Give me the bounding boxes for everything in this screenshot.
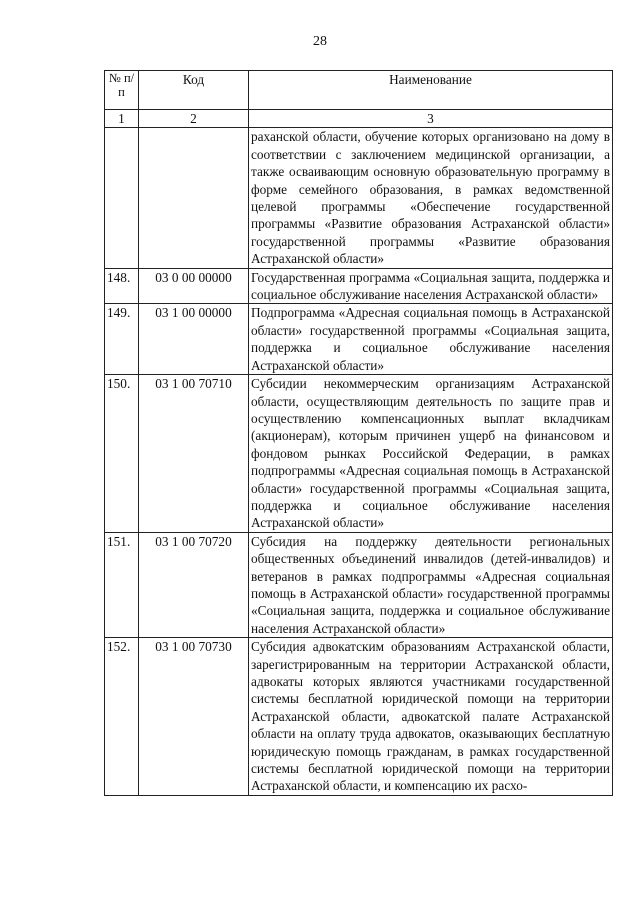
row-name: раханской области, обучение которых организовано на дому в соответствии с заключением медицинской организации, а также осваивающим основную образовательную программу в форме семейного образования, в рамках ведомственной целевой программы «Обеспечение государственной программы «Развитие образования Астраханской области» государственной программы «Развитие образования Астраханской области» — [249, 128, 613, 268]
classification-table — [104, 70, 613, 796]
header-num: № п/п — [105, 71, 139, 110]
table-row — [105, 532, 613, 637]
header-name: Наименование — [249, 71, 613, 110]
table-row — [105, 304, 613, 375]
row-name: Субсидия на поддержку деятельности региональных общественных объединений инвалидов (детей-инвалидов) и ветеранов в рамках подпрограммы «Адресная социальная помощь в Астраханской области» государственной программы «Социальная защита, поддержка и социальное обслуживание населения Астраханской области» — [249, 532, 613, 637]
row-number: 148. — [105, 268, 139, 304]
table-row — [105, 268, 613, 304]
column-number: 1 — [105, 110, 139, 128]
column-number: 3 — [249, 110, 613, 128]
row-number: 151. — [105, 532, 139, 637]
column-number: 2 — [139, 110, 249, 128]
row-code: 03 1 00 70730 — [139, 638, 249, 796]
header-code: Код — [139, 71, 249, 110]
row-name: Субсидия адвокатским образованиям Астраханской области, зарегистрированным на территории Астраханской области, адвокаты которых являются участниками государственной системы бесплатной юридической помощи на территории Астраханской области, адвокатской палате Астраханской области на оплату труда адвокатов, оказывающих бесплатную юридическую помощь гражданам, в рамках государственной системы бесплатной юридической помощи на территории Астраханской области, и компенсацию их расхо- — [249, 638, 613, 796]
table-header-row — [105, 71, 613, 110]
table-row — [105, 128, 613, 268]
column-numbers-row — [105, 110, 613, 128]
row-name: Государственная программа «Социальная защита, поддержка и социальное обслуживание населения Астраханской области» — [249, 268, 613, 304]
row-number: 152. — [105, 638, 139, 796]
page-number: 28 — [313, 34, 327, 49]
row-number: 150. — [105, 375, 139, 533]
row-name: Подпрограмма «Адресная социальная помощь в Астраханской области» государственной программы «Социальная защита, поддержка и социальное обслуживание населения Астраханской области» — [249, 304, 613, 375]
table-row — [105, 375, 613, 533]
row-code: 03 0 00 00000 — [139, 268, 249, 304]
row-code: 03 1 00 00000 — [139, 304, 249, 375]
row-code — [139, 128, 249, 268]
row-code: 03 1 00 70710 — [139, 375, 249, 533]
row-number — [105, 128, 139, 268]
row-code: 03 1 00 70720 — [139, 532, 249, 637]
row-number: 149. — [105, 304, 139, 375]
row-name: Субсидии некоммерческим организациям Астраханской области, осуществляющим деятельность по защите прав и осуществлению компенсационных выплат вкладчикам (акционерам), которым причинен ущерб на финансовом и фондовом рынках Российской Федерации, в рамках подпрограммы «Адресная социальная помощь в Астраханской области» государственной программы «Социальная защита, поддержка и социальное обслуживание населения Астраханской области» — [249, 375, 613, 533]
table-row — [105, 638, 613, 796]
